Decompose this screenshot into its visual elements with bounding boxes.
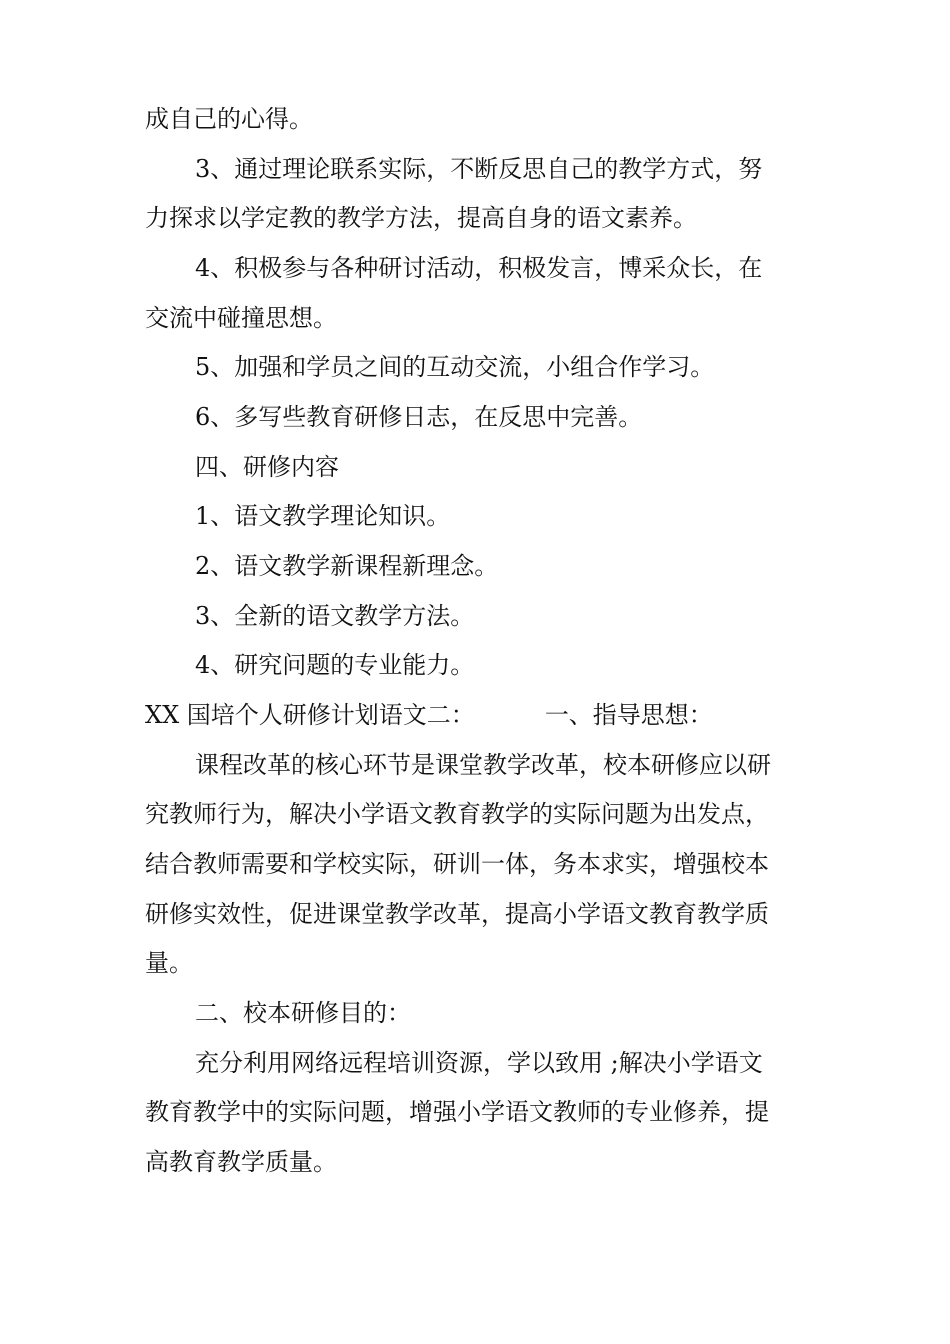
text-line: 高教育教学质量。 [145, 1148, 337, 1176]
text-line: 究教师行为，解决小学语文教育教学的实际问题为出发点， [145, 800, 769, 828]
plan-title: XX 国培个人研修计划语文二： [145, 701, 475, 729]
text-line: 课程改革的核心环节是课堂教学改革，校本研修应以研 [195, 751, 771, 779]
section-heading: 一、指导思想： [544, 701, 713, 729]
text-line: 教育教学中的实际问题，增强小学语文教师的专业修养，提 [145, 1098, 769, 1126]
plan-heading-line [145, 700, 713, 730]
text-line: 1、语文教学理论知识。 [195, 502, 451, 530]
text-line: 交流中碰撞思想。 [145, 304, 337, 332]
section-heading: 四、研修内容 [195, 453, 339, 481]
text-line: 量。 [145, 949, 193, 977]
text-line: 6、多写些教育研修日志，在反思中完善。 [195, 403, 643, 431]
text-line: 4、积极参与各种研讨活动，积极发言，博采众长，在 [195, 254, 763, 282]
text-line: 力探求以学定教的教学方法，提高自身的语文素养。 [145, 204, 697, 232]
text-line: 2、语文教学新课程新理念。 [195, 552, 499, 580]
text-line: 研修实效性，促进课堂教学改革，提高小学语文教育教学质 [145, 900, 769, 928]
text-line: 3、通过理论联系实际，不断反思自己的教学方式，努 [195, 155, 763, 183]
text-line: 3、全新的语文教学方法。 [195, 602, 475, 630]
text-line: 充分利用网络远程培训资源，学以致用 ;解决小学语文 [195, 1049, 763, 1077]
text-line: 5、加强和学员之间的互动交流，小组合作学习。 [195, 353, 715, 381]
text-line: 结合教师需要和学校实际，研训一体，务本求实，增强校本 [145, 850, 769, 878]
text-line: 成自己的心得。 [145, 105, 313, 133]
section-heading: 二、校本研修目的： [195, 999, 411, 1027]
text-line: 4、研究问题的专业能力。 [195, 651, 475, 679]
